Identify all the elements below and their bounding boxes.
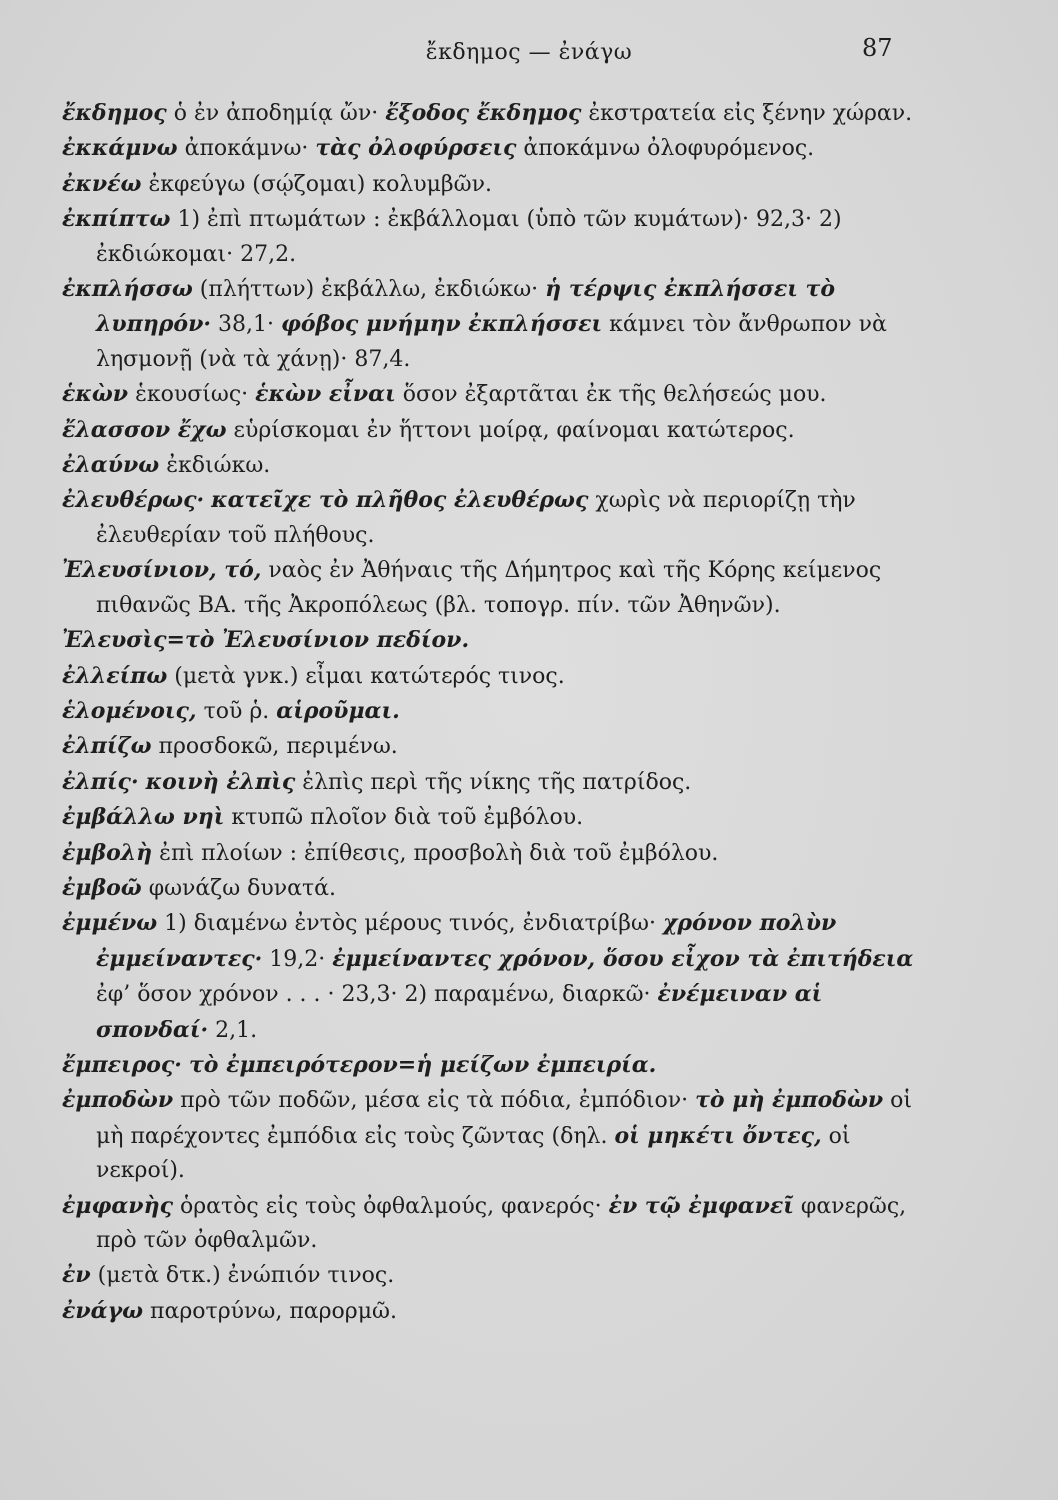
dictionary-entry [62, 448, 922, 483]
dictionary-entry [62, 836, 922, 871]
dictionary-entry [62, 272, 922, 377]
entry-lemma: ἐμφανὴς [62, 1192, 173, 1219]
entry-definition: χωρὶς νὰ περιορίζῃ τὴν ἐλευθερίαν τοῦ πλήθους. [96, 488, 856, 548]
entry-definition: ἐκστρατεία εἰς ξένην χώραν. [581, 101, 913, 126]
dictionary-entry [62, 623, 922, 658]
dictionary-entry [62, 1048, 922, 1083]
entry-lemma: ἐκνέω [62, 170, 142, 197]
entry-definition: 2,1. [208, 1017, 258, 1043]
entry-definition: ὁρατὸς εἰς τοὺς ὀφθαλμούς, φανερός· [172, 1193, 609, 1219]
entry-definition: παροτρύνω, παρορμῶ. [143, 1298, 397, 1324]
entry-definition [139, 770, 146, 795]
entry-definition: κάμνει τὸν ἄνθρωπον νὰ λησμονῇ (νὰ τὰ χάνῃ)· 87,4. [96, 312, 887, 372]
dictionary-entry [62, 1083, 922, 1188]
entry-phrase: κοινὴ ἐλπὶς [145, 768, 296, 795]
entry-phrase: φόβος μνήμην ἐκπλήσσει [281, 311, 603, 338]
dictionary-entry [62, 906, 922, 1048]
entry-definition: (μετὰ δτκ.) ἐνώπιόν τινος. [90, 1263, 395, 1289]
dictionary-entry [62, 483, 922, 553]
dictionary-entry [62, 96, 922, 131]
entry-lemma: ἐκπίπτω [62, 206, 171, 233]
entry-lemma: ἑκὼν [62, 381, 129, 408]
entry-lemma: ἔλασσον ἔχω [62, 416, 227, 443]
entry-lemma: ἐνάγω [62, 1297, 144, 1324]
entry-lemma: ἐλαύνω [62, 452, 160, 479]
dictionary-entry [62, 800, 922, 835]
entry-phrase: ἡ τέρψις ἐκπλήσσει τὸ λυπηρόν· [96, 276, 836, 338]
page-number: 87 [862, 34, 893, 62]
dictionary-entries [62, 96, 922, 1329]
entry-phrase: χρόνον πολὺν ἐμμείναντες· [96, 910, 837, 972]
entry-definition: οἱ μὴ παρέχοντες ἐμπόδια εἰς τοὺς ζῶντας (δηλ. [96, 1088, 913, 1149]
dictionary-entry [62, 202, 922, 272]
entry-lemma: ἔμπειρος· [62, 1051, 182, 1078]
entry-lemma: ἐλπίζω [62, 733, 152, 760]
entry-phrase: ἐμμείναντες χρόνον, ὅσου εἶχον τὰ ἐπιτήδεια [332, 945, 914, 972]
entry-lemma: ἔκδημος [62, 100, 167, 126]
dictionary-entry [62, 871, 922, 906]
entry-definition: φανερῶς, πρὸ τῶν ὀφθαλμῶν. [96, 1193, 907, 1253]
entry-definition: 19,2· [262, 946, 333, 972]
entry-definition: προσδοκῶ, περιμένω. [151, 734, 398, 760]
entry-phrase: τὸ μὴ ἐμποδὼν [695, 1087, 884, 1114]
entry-phrase: τὸ ἐμπειρότερον=ἡ μείζων ἐμπειρία. [188, 1051, 657, 1078]
entry-definition: ναὸς ἐν Ἀθήναις τῆς Δήμητρος καὶ τῆς Κόρης κείμενος πιθανῶς ΒΑ. τῆς Ἀκροπόλεως (βλ. τοπογρ. πίν. τῶν Ἀθηνῶν). [96, 558, 882, 618]
dictionary-entry [62, 1189, 922, 1259]
dictionary-entry [62, 377, 922, 412]
entry-definition: ἐλπὶς περὶ τῆς νίκης τῆς πατρίδος. [295, 769, 692, 795]
entry-lemma: ἐλπίς· [62, 768, 139, 795]
entry-definition: οἱ νεκροί). [96, 1123, 851, 1184]
entry-phrase: τὰς ὀλοφύρσεις [315, 135, 517, 162]
entry-definition: (μετὰ γνκ.) εἶμαι κατώτερός τινος. [167, 663, 565, 689]
entry-definition: ἀποκάμνω ὀλοφυρόμενος. [516, 136, 815, 162]
entry-definition: 1) διαμένω ἐντὸς μέρους τινός, ἐνδιατρίβω· [157, 911, 663, 937]
entry-lemma: ἐμβοῶ [62, 874, 142, 901]
entry-definition: ἀποκάμνω· [177, 136, 316, 162]
entry-definition [182, 1053, 189, 1078]
entry-lemma: ἐμβάλλω νηὶ [62, 804, 225, 831]
entry-lemma: ἐλλείπω [62, 662, 168, 689]
entry-lemma: Ἐλευσὶς=τὸ Ἐλευσίνιον πεδίον. [62, 627, 470, 654]
running-head: ἔκδημος — ἐνάγω [425, 40, 633, 65]
entry-lemma: ἐμποδὼν [62, 1087, 174, 1114]
entry-phrase: ἐν τῷ ἐμφανεῖ [608, 1192, 794, 1219]
entry-definition: ἐφ’ ὅσον χρόνον . . . · 23,3· 2) παραμένω, διαρκῶ· [96, 982, 658, 1008]
entry-definition: (πλήττων) ἐκβάλλω, ἐκδιώκω· [192, 277, 546, 303]
entry-definition: φωνάζω δυνατά. [141, 875, 337, 901]
entry-definition: ἐκδιώκω. [159, 453, 271, 479]
dictionary-entry [62, 1258, 922, 1293]
entry-lemma: ἐλευθέρως· [62, 487, 205, 514]
dictionary-entry [62, 553, 922, 623]
entry-definition: πρὸ τῶν ποδῶν, μέσα εἰς τὰ πόδια, ἐμπόδιον· [173, 1088, 696, 1114]
entry-phrase: ἔξοδος ἔκδημος [385, 100, 582, 126]
entry-definition: ἐκφεύγω (σῴζομαι) κολυμβῶν. [141, 171, 492, 197]
entry-definition: ἑκουσίως· [128, 382, 256, 408]
dictionary-entry [62, 131, 922, 166]
entry-phrase: ἑκὼν εἶναι [255, 381, 396, 408]
entry-phrase: αἱροῦμαι. [276, 697, 400, 724]
dictionary-entry [62, 765, 922, 800]
dictionary-entry [62, 1294, 922, 1329]
entry-lemma: ἑλομένοις, [62, 697, 197, 724]
entry-phrase: κατεῖχε τὸ πλῆθος ἐλευθέρως [211, 487, 589, 514]
entry-definition: 38,1· [211, 312, 281, 338]
entry-definition: εὑρίσκομαι ἐν ἥττονι μοίρᾳ, φαίνομαι κατώτερος. [226, 417, 795, 443]
entry-definition: ἐπὶ πλοίων : ἐπίθεσις, προσβολὴ διὰ τοῦ ἐμβόλου. [152, 840, 719, 866]
entry-lemma: ἐκκάμνω [62, 135, 178, 162]
entry-phrase: οἱ μηκέτι ὄντες, [614, 1122, 822, 1149]
entry-lemma: ἐμμένω [62, 910, 158, 937]
entry-phrase: ἐνέμειναν αἱ σπονδαί· [96, 981, 823, 1043]
entry-definition: κτυπῶ πλοῖον διὰ τοῦ ἐμβόλου. [224, 805, 584, 831]
entry-lemma: ἐμβολὴ [62, 839, 153, 866]
entry-definition: 1) ἐπὶ πτωμάτων : ἐκβάλλομαι (ὑπὸ τῶν κυμάτων)· 92,3· 2) ἐκδιώκομαι· 27,2. [96, 207, 842, 267]
dictionary-entry [62, 167, 922, 202]
entry-lemma: ἐν [62, 1262, 91, 1289]
entry-lemma: ἐκπλήσσω [62, 276, 193, 303]
entry-definition: ὅσον ἐξαρτᾶται ἐκ τῆς θελήσεώς μου. [395, 382, 827, 408]
dictionary-entry [62, 413, 922, 448]
dictionary-entry [62, 729, 922, 764]
entry-definition: ὁ ἐν ἀποδημίᾳ ὤν· [166, 101, 386, 126]
dictionary-entry [62, 659, 922, 694]
entry-lemma: Ἐλευσίνιον, τό, [62, 557, 262, 584]
dictionary-entry [62, 694, 922, 729]
entry-definition: τοῦ ῥ. [196, 698, 277, 724]
